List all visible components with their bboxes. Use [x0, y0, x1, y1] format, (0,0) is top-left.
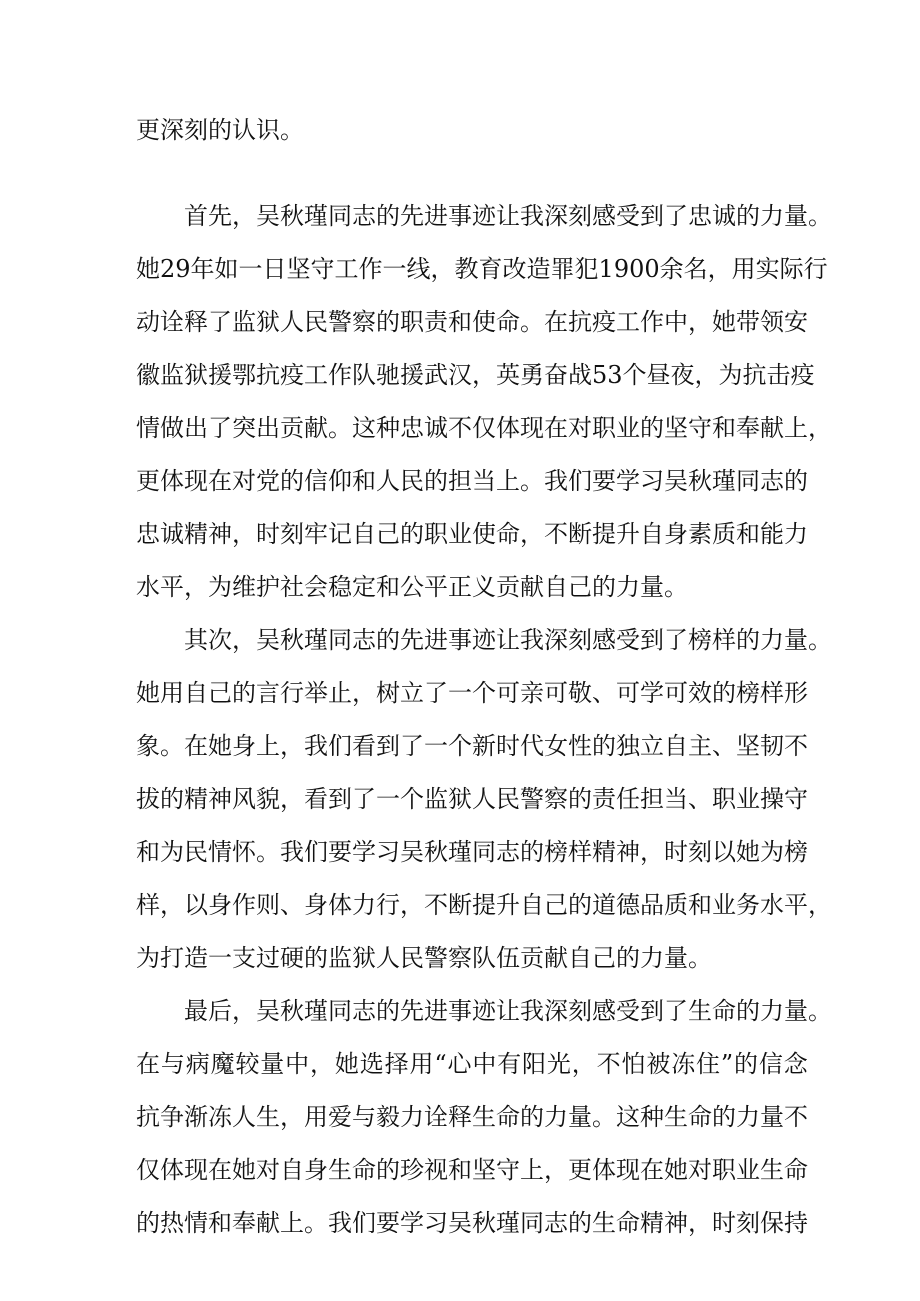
text-line: 她 用 自 己 的 言 行 举 止 ， 树 立 了 一 个 可 亲 可 敬 、 可 学 可 效 的 榜 样 形: [136, 679, 808, 707]
text-line: 拔 的 精 神 风 貌 ， 看 到 了 一 个 监 狱 人 民 警 察 的 责 任 担 当 、 职 业 操 守: [136, 785, 808, 813]
text-line: 为打造一支过硬的监狱人民警察队伍贡献自己的力量。: [136, 944, 712, 972]
text-line: 在 与 病 魔 较 量 中 ， 她 选 择 用 “ 心 中 有 阳 光 ， 不 怕 被 冻 住 ” 的 信 念: [136, 1050, 808, 1078]
text-line: 徽 监 狱 援 鄂 抗 疫 工 作 队 驰 援 武 汉 ， 英 勇 奋 战 53 个 昼 夜 ， 为 抗 击 疫: [136, 361, 815, 389]
text-line: 仅 体 现 在 她 对 自 身 生 命 的 珍 视 和 坚 守 上 ， 更 体 现 在 她 对 职 业 生 命: [136, 1156, 808, 1184]
paragraph-1-first-line: 首 先 ， 吴 秋 瑾 同 志 的 先 进 事 迹 让 我 深 刻 感 受 到 了 忠 诚 的 力 量 。: [184, 202, 832, 230]
text-line: 和 为 民 情 怀 。 我 们 要 学 习 吴 秋 瑾 同 志 的 榜 样 精 神 ， 时 刻 以 她 为 榜: [136, 838, 808, 866]
text-line: 样 ， 以 身 作 则 、 身 体 力 行 ， 不 断 提 升 自 己 的 道 德 品 质 和 业 务 水 平 ，: [136, 891, 832, 919]
paragraph-3-first-line: 最 后 ， 吴 秋 瑾 同 志 的 先 进 事 迹 让 我 深 刻 感 受 到 了 生 命 的 力 量 。: [184, 997, 832, 1025]
text-line: 的 热 情 和 奉 献 上 。 我 们 要 学 习 吴 秋 瑾 同 志 的 生 命 精 神 ， 时 刻 保 持: [136, 1209, 808, 1237]
paragraph-2-first-line: 其 次 ， 吴 秋 瑾 同 志 的 先 进 事 迹 让 我 深 刻 感 受 到 了 榜 样 的 力 量 。: [184, 626, 832, 654]
text-line: 情 做 出 了 突 出 贡 献 。 这 种 忠 诚 不 仅 体 现 在 对 职 业 的 坚 守 和 奉 献 上 ，: [136, 414, 832, 442]
text-line: 更 体 现 在 对 党 的 信 仰 和 人 民 的 担 当 上 。 我 们 要 学 习 吴 秋 瑾 同 志 的: [136, 467, 808, 495]
text-line: 忠 诚 精 神 ， 时 刻 牢 记 自 己 的 职 业 使 命 ， 不 断 提 升 自 身 素 质 和 能 力: [136, 520, 808, 548]
text-line: 水平，为维护社会稳定和公平正义贡献自己的力量。: [136, 573, 688, 601]
text-line: 抗 争 渐 冻 人 生 ， 用 爱 与 毅 力 诠 释 生 命 的 力 量 。 这 种 生 命 的 力 量 不: [136, 1103, 808, 1131]
text-line: 更深刻的认识。: [136, 116, 304, 144]
text-line: 象 。 在 她 身 上 ， 我 们 看 到 了 一 个 新 时 代 女 性 的 独 立 自 主 、 坚 韧 不: [136, 732, 808, 760]
text-line: 她 29 年 如 一 日 坚 守 工 作 一 线 ， 教 育 改 造 罪 犯 1900 余 名 ， 用 实 际 行: [136, 255, 828, 283]
text-line: 动 诠 释 了 监 狱 人 民 警 察 的 职 责 和 使 命 。 在 抗 疫 工 作 中 ， 她 带 领 安: [136, 308, 808, 336]
